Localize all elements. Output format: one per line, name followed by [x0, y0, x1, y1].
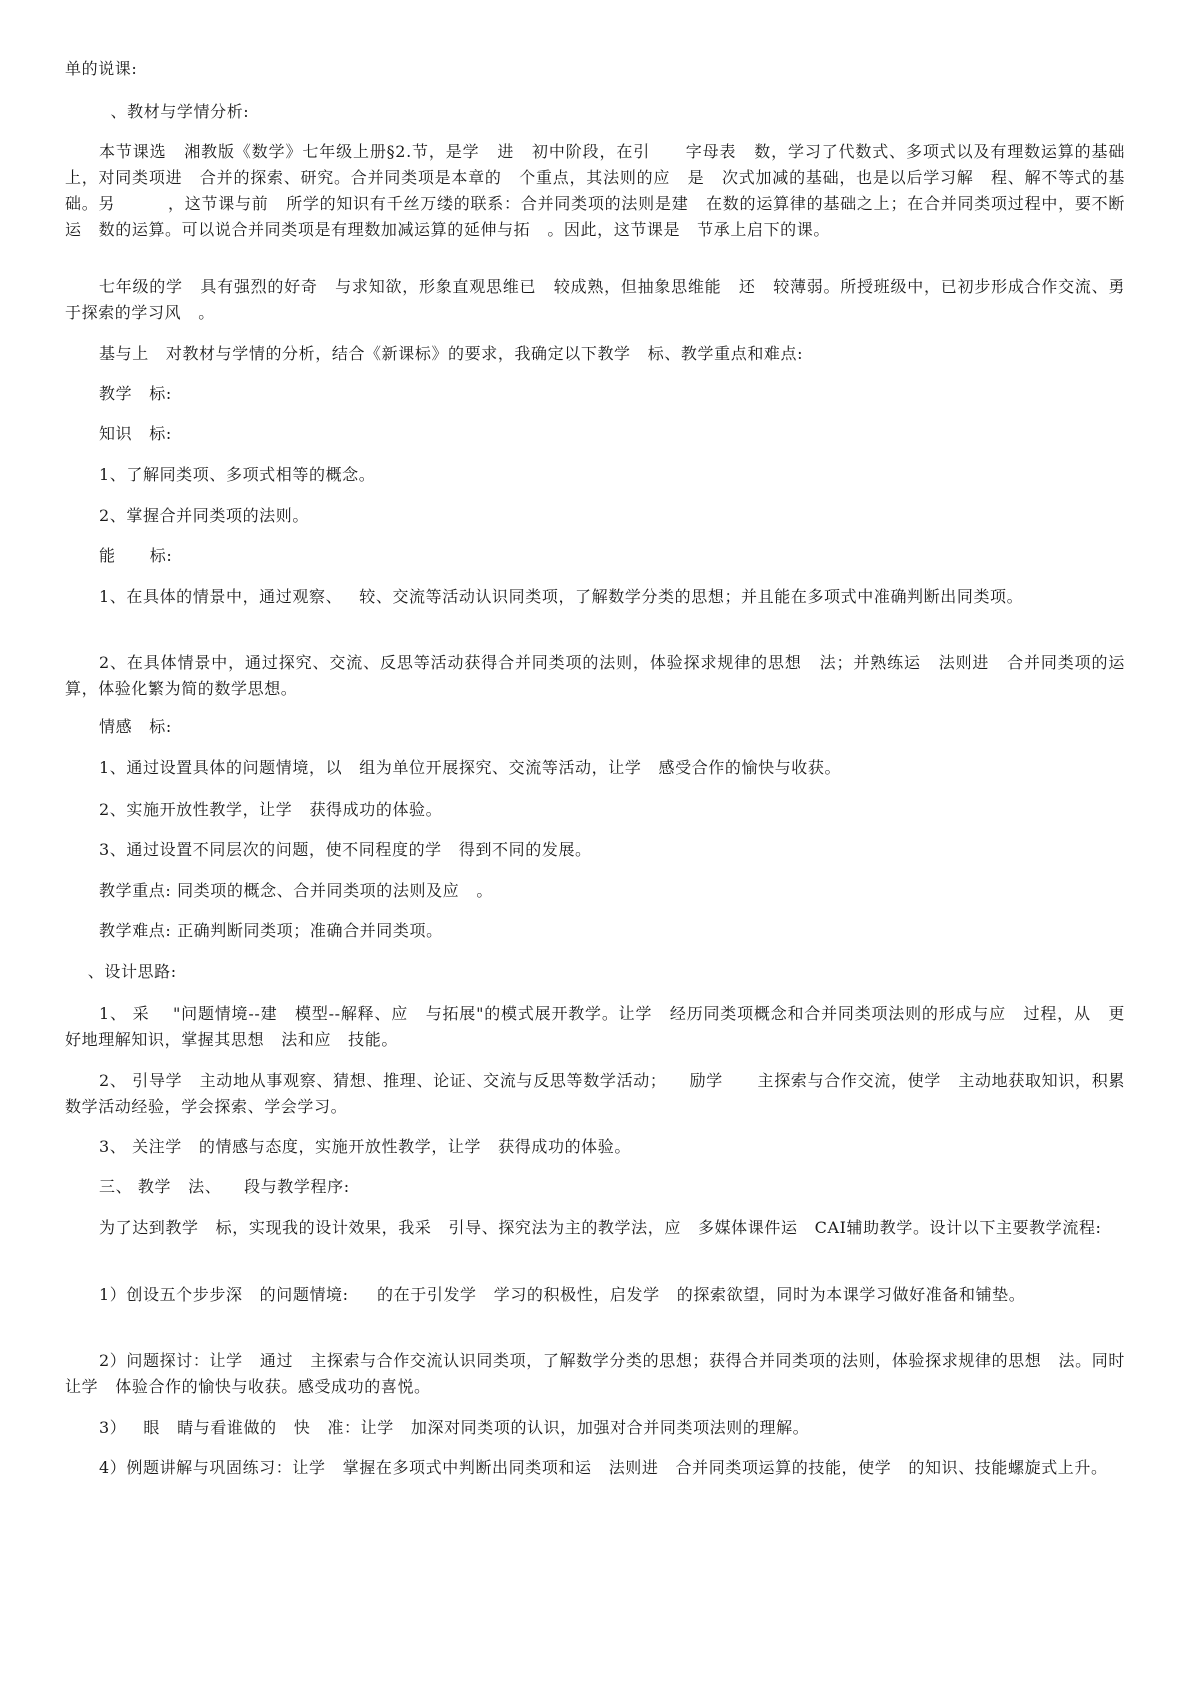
paragraph-textbook-analysis: 本节课选 湘教版《数学》七年级上册§2.节，是学 进 初中阶段，在引 字母表 数，学习了代数式、多项式以及有理数运算的基础上，对同类项进 合并的探索、研究。合并同类项是本章的 个重点，其法则的应 是 次式加减的基础，也是以后学习解 程、解不等式的基础。另 ，这节课与前 所学的知识有千丝万缕的联系：合并同类项的法则是建 在数的运算律的基础之上；在合并同类项过程中，要不断运 数的运算。可以说合并同类项是有理数加减运算的延伸与拓 。因此，这节课是 节承上启下的课。 [65, 142, 1125, 239]
list-item: 1、通过设置具体的问题情境，以 组为单位开展探究、交流等活动，让学 感受合作的愉快与收获。 [99, 758, 842, 777]
section-heading-1: 、教材与学情分析: [65, 102, 250, 121]
section-heading-2: 、设计思路: [65, 962, 177, 981]
list-item: 2、实施开放性教学，让学 获得成功的体验。 [99, 800, 443, 819]
paragraph-teaching-methods: 为了达到教学 标，实现我的设计效果，我采 引导、探究法为主的教学法，应 多媒体课件运 CAI辅助教学。设计以下主要教学流程: [99, 1218, 1102, 1237]
list-item: 2、掌握合并同类项的法则。 [99, 506, 309, 525]
list-item: 1、 采 "问题情境--建 模型--解释、应 与拓展"的模式展开教学。让学 经历同类项概念和合并同类项法则的形成与应 过程，从 更好地理解知识，掌握其思想 法和应 技能。 [65, 1004, 1125, 1049]
key-points: 教学重点: 同类项的概念、合并同类项的法则及应 。 [99, 881, 493, 900]
heading-teaching-goals: 教学 标: [99, 384, 172, 403]
doc-intro-line: 单的说课: [65, 59, 138, 78]
difficult-points: 教学难点: 正确判断同类项；准确合并同类项。 [99, 921, 443, 940]
paragraph-student-analysis: 七年级的学 具有强烈的好奇 与求知欲，形象直观思维已 较成熟，但抽象思维能 还 较薄弱。所授班级中，已初步形成合作交流、勇于探索的学习风 。 [65, 277, 1125, 322]
list-item: 4）例题讲解与巩固练习：让学 掌握在多项式中判断出同类项和运 法则进 合并同类项运算的技能，使学 的知识、技能螺旋式上升。 [99, 1458, 1108, 1477]
heading-knowledge-goals: 知识 标: [99, 424, 172, 443]
heading-emotion-goals: 情感 标: [99, 717, 172, 736]
list-item: 3） 眼 睛与看谁做的 快 准：让学 加深对同类项的认识，加强对合并同类项法则的理解。 [99, 1418, 810, 1437]
list-item: 1、在具体的情景中，通过观察、 较、交流等活动认识同类项，了解数学分类的思想；并且能在多项式中准确判断出同类项。 [99, 587, 1024, 606]
list-item: 2、 引导学 主动地从事观察、猜想、推理、论证、交流与反思等数学活动； 励学 主探索与合作交流，使学 主动地获取知识，积累数学活动经验，学会探索、学会学习。 [65, 1071, 1125, 1116]
paragraph-basis: 基与上 对教材与学情的分析，结合《新课标》的要求，我确定以下教学 标、教学重点和难点: [99, 344, 804, 363]
list-item: 1、了解同类项、多项式相等的概念。 [99, 465, 376, 484]
list-item: 2）问题探讨：让学 通过 主探索与合作交流认识同类项，了解数学分类的思想；获得合并同类项的法则，体验探求规律的思想 法。同时让学 体验合作的愉快与收获。感受成功的喜悦。 [65, 1351, 1125, 1396]
section-heading-3: 三、 教学 法、 段与教学程序: [99, 1177, 350, 1196]
list-item: 3、 关注学 的情感与态度，实施开放性教学，让学 获得成功的体验。 [99, 1137, 631, 1156]
list-item: 2、在具体情景中，通过探究、交流、反思等活动获得合并同类项的法则，体验探求规律的思想 法；并熟练运 法则进 合并同类项的运算，体验化繁为简的数学思想。 [65, 653, 1125, 698]
heading-ability-goals: 能 标: [99, 546, 173, 565]
list-item: 1）创设五个步步深 的问题情境: 的在于引发学 学习的积极性，启发学 的探索欲望，同时为本课学习做好准备和铺垫。 [99, 1285, 1026, 1304]
list-item: 3、通过设置不同层次的问题，使不同程度的学 得到不同的发展。 [99, 840, 592, 859]
